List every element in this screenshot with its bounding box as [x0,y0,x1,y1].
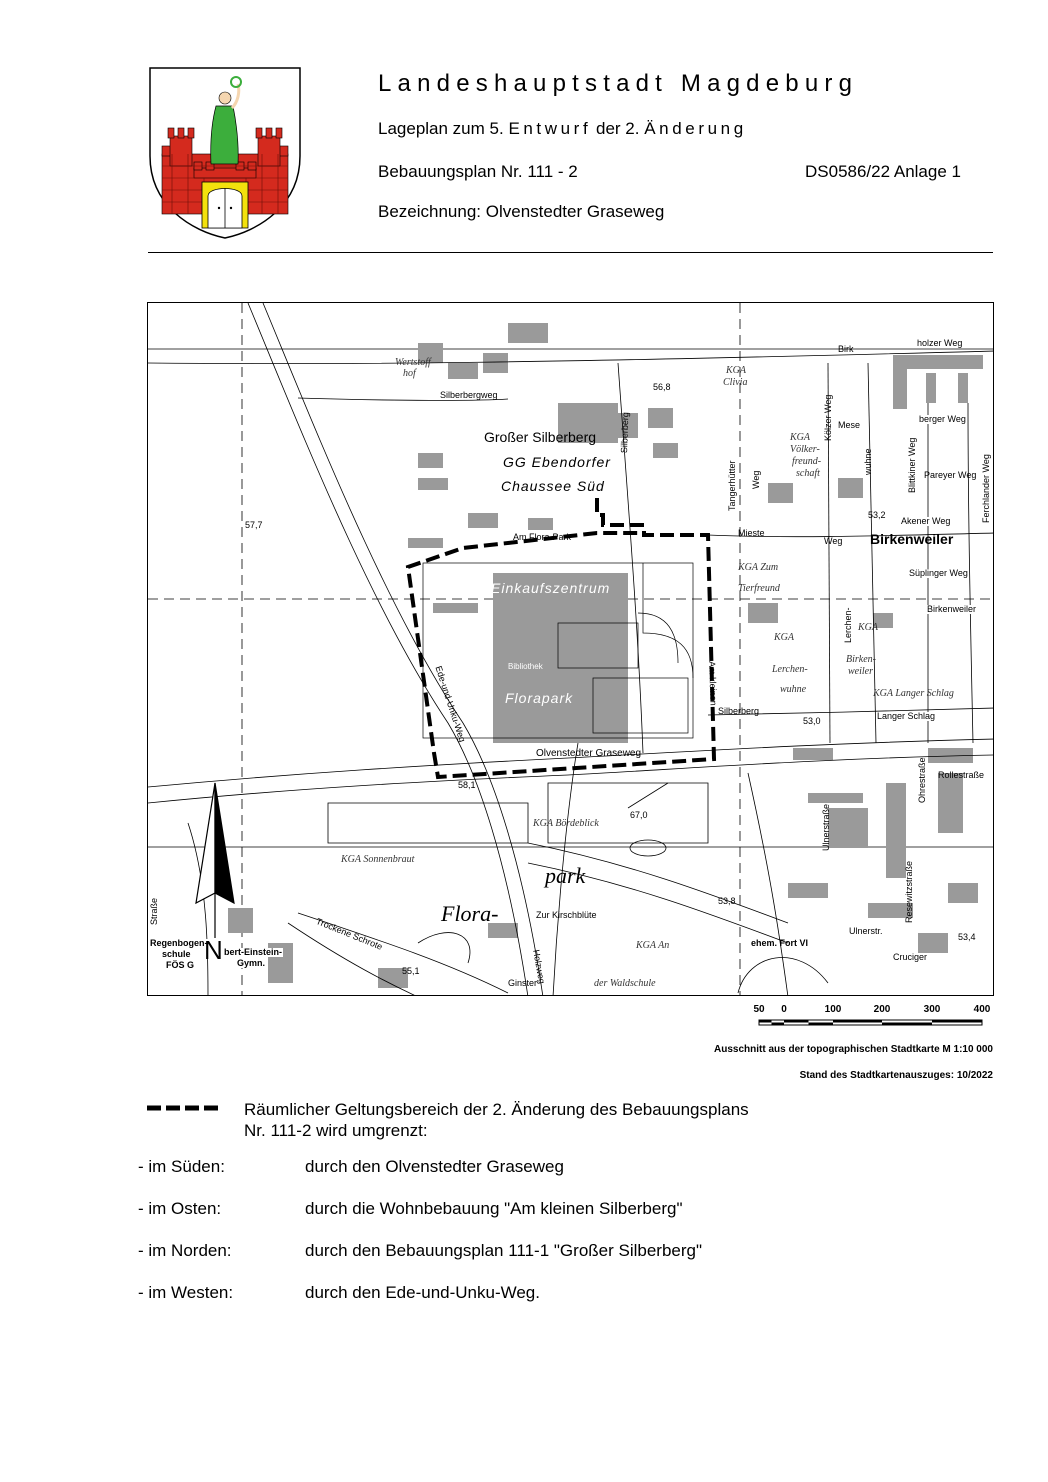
legend-line-2: Nr. 111-2 wird umgrenzt: [244,1121,428,1140]
map-source-note: Ausschnitt aus der topographischen Stadtkarte M 1:10 000 [714,1044,993,1055]
map-label-kga-voelker-2: Völker- [790,444,820,455]
boundary-direction: - im Osten: [138,1199,222,1218]
boundary-direction: - im Norden: [138,1241,232,1260]
map-label-birk: Birk [838,344,854,354]
map-label-am-flora-park: Am Flora-Park [513,532,572,542]
map-label-regenbogen-1: Regenbogen- [150,938,208,948]
map-elevation-53-8: 53,8 [718,896,736,906]
scale-label: 400 [973,1004,991,1015]
map-label-chaussee-sued: Chaussee Süd [501,478,605,494]
header-divider [148,252,993,253]
map-elevation-58-1: 58,1 [458,780,476,790]
map-label-bibliothek: Bibliothek [508,662,543,671]
boundary-text: durch den Ede-und-Unku-Weg. [305,1283,540,1302]
map-label-ohrestrasse: Ohrestraße [917,757,927,803]
map-label-ede-unku-weg: Ede-und-Unku-Weg [433,664,468,744]
map-label-weg-vertical: Weg [751,470,761,489]
map-label-tangerhuetter: Tangerhütter [727,460,737,511]
map-label-regenbogen-2: schule [162,949,191,959]
map-elevation-55-1: 55,1 [402,966,420,976]
map-label-trockene-schrote: Trockene Schrote [314,916,384,952]
site-map [147,302,994,996]
map-label-ulnerstr: Ulnerstr. [849,926,883,936]
map-label-kga-voelker-1: KGA [790,432,810,443]
coat-of-arms-logo [148,66,302,240]
map-label-kga-clivia-2: Clivia [723,377,748,388]
legend-description [244,1099,884,1141]
north-label: N [204,935,223,965]
map-elevation-67-0: 67,0 [630,810,648,820]
map-label-kga-lerchen-2: Lerchen- [772,664,808,675]
map-label-einstein-2: Gymn. [237,958,266,968]
map-label-flora: Flora- [441,901,499,926]
page-title: Landeshauptstadt Magdeburg [378,70,859,97]
map-label-kga-lerchen-1: KGA [774,632,794,643]
plan-number: Bebauungsplan Nr. 111 - 2 [378,162,578,181]
map-label-blittkiner-weg: Blittkiner Weg [907,437,917,493]
map-label-resewitzstrasse: Resewitzstraße [904,860,914,923]
legend-line-1: Räumlicher Geltungsbereich der 2. Änderung des Bebauungsplans [244,1100,749,1119]
map-label-kga-zum-1: KGA Zum [738,562,779,573]
scale-label: 300 [923,1004,941,1015]
map-label-birkenweiler: Birkenweiler [870,531,954,547]
map-label-rollestrasse: Rollestraße [938,770,985,780]
boundary-text: durch den Olvenstedter Graseweg [305,1157,564,1176]
map-label-kga-sonnenbraut: KGA Sonnenbraut [341,854,415,865]
subtitle-word-entwurf: Entwurf [508,119,592,138]
map-label-berger-weg: berger Weg [919,414,966,424]
map-label-suplinger-weg: Süplinger Weg [909,568,968,578]
map-label-olvenstedter-graseweg: Olvenstedter Graseweg [536,748,642,759]
map-label-kga-an: KGA An [636,940,670,951]
map-label-kga-birken-1: KGA [858,622,878,633]
boundary-direction: - im Westen: [138,1283,234,1302]
map-label-kga-voelker-4: schaft [796,468,820,479]
map-label-pareyer-weg: Pareyer Weg [924,470,977,480]
scale-bar-graphic [754,1018,994,1028]
boundary-text: durch den Bebauungsplan 111-1 "Großer Silberberg" [305,1241,703,1260]
map-label-zur-kirschbluete: Zur Kirschblüte [536,910,597,920]
map-label-kga-langer-schlag: KGA Langer Schlag [873,688,954,699]
map-label-strasse: Straße [149,897,159,925]
scale-label: 0 [781,1004,787,1015]
map-elevation-53-0: 53,0 [803,716,821,726]
map-label-am-kleinen: Am kleinen [707,660,719,706]
boundary-direction: - im Süden: [138,1157,225,1176]
map-label-holzer-weg: holzer Weg [917,338,963,348]
map-label-koelzer-weg: Kölzer Weg [823,394,833,441]
map-label-wuhne: wuhne [863,448,873,475]
map-label-ulnerstrasse-vertical: Ulnerstraße [821,803,831,851]
map-label-gg-ebendorfer: GG Ebendorfer [503,454,611,470]
map-label-kga-boerdeblick: KGA Bördeblick [533,818,599,829]
map-elevation-56-8: 56,8 [653,382,671,392]
map-label-park: park [545,863,586,888]
map-label-einstein-1: bert-Einstein- [224,947,283,957]
map-label-silberbergweg: Silberbergweg [440,390,498,400]
map-label-wertstoffhof-1: Wertstoff- [395,357,435,368]
scale-label: 50 [753,1004,765,1015]
map-label-kga-zum-2: Tierfreund [738,583,780,594]
map-elevation-53-2: 53,2 [868,510,886,520]
map-label-langer-schlag: Langer Schlag [877,711,936,721]
boundary-text: durch die Wohnbebauung "Am kleinen Silberberg" [305,1199,683,1218]
map-label-wertstoffhof-2: hof [403,368,416,379]
map-label-lerchen: Lerchen- [843,607,853,643]
map-label-mieste: Mieste [738,528,765,538]
map-label-cruciger: Cruciger [893,952,928,962]
map-label-kga-clivia-1: KGA [726,365,746,376]
page-subtitle [378,119,747,139]
map-label-kga-voelker-3: freund- [792,456,822,467]
subtitle-prefix: Lageplan zum 5. [378,119,504,138]
ds-reference: DS0586/22 Anlage 1 [805,162,961,181]
map-label-kga-birken-3: weiler [848,666,873,677]
map-label-akener-weg: Akener Weg [901,516,951,526]
map-label-ginster: Ginster [508,978,538,988]
map-drawing [148,303,994,996]
map-label-kga-lerchen-3: wuhne [780,684,807,695]
map-label-holzweg: Holzweg [531,948,547,985]
map-label-kga-birken-2: Birken- [846,654,876,665]
map-label-florapark: Florapark [505,690,574,706]
map-label-grosser-silberberg: Großer Silberberg [484,429,597,445]
map-status-note: Stand des Stadtkartenauszuges: 10/2022 [799,1070,993,1081]
scale-bar [754,1004,994,1030]
subtitle-mid: der 2. [596,119,640,138]
map-label-birkenweiler-weg: Birkenweiler [927,604,977,614]
map-label-regenbogen-3: FÖS G [166,960,195,970]
subtitle-word-aenderung: Änderung [644,119,747,138]
map-label-mese: Mese [838,420,861,430]
map-label-weg-horizontal: Weg [824,536,843,546]
map-elevation-53-4: 53,4 [958,932,976,942]
map-label-silberberg-horizontal: Silberberg [718,706,760,716]
plan-designation: Bezeichnung: Olvenstedter Graseweg [378,202,665,221]
map-label-der-waldschule: der Waldschule [594,978,656,989]
scale-label: 100 [824,1004,842,1015]
map-label-ferchlander-weg: Ferchlander Weg [981,454,991,523]
map-label-ehem-fort: ehem. Fort VI [751,938,809,948]
scale-label: 200 [873,1004,891,1015]
map-elevation-57-7: 57,7 [245,520,263,530]
map-label-silberberg-vertical: Silberberg [619,411,631,454]
boundary-legend-symbol [147,1104,219,1112]
map-label-einkaufszentrum: Einkaufszentrum [491,580,611,596]
